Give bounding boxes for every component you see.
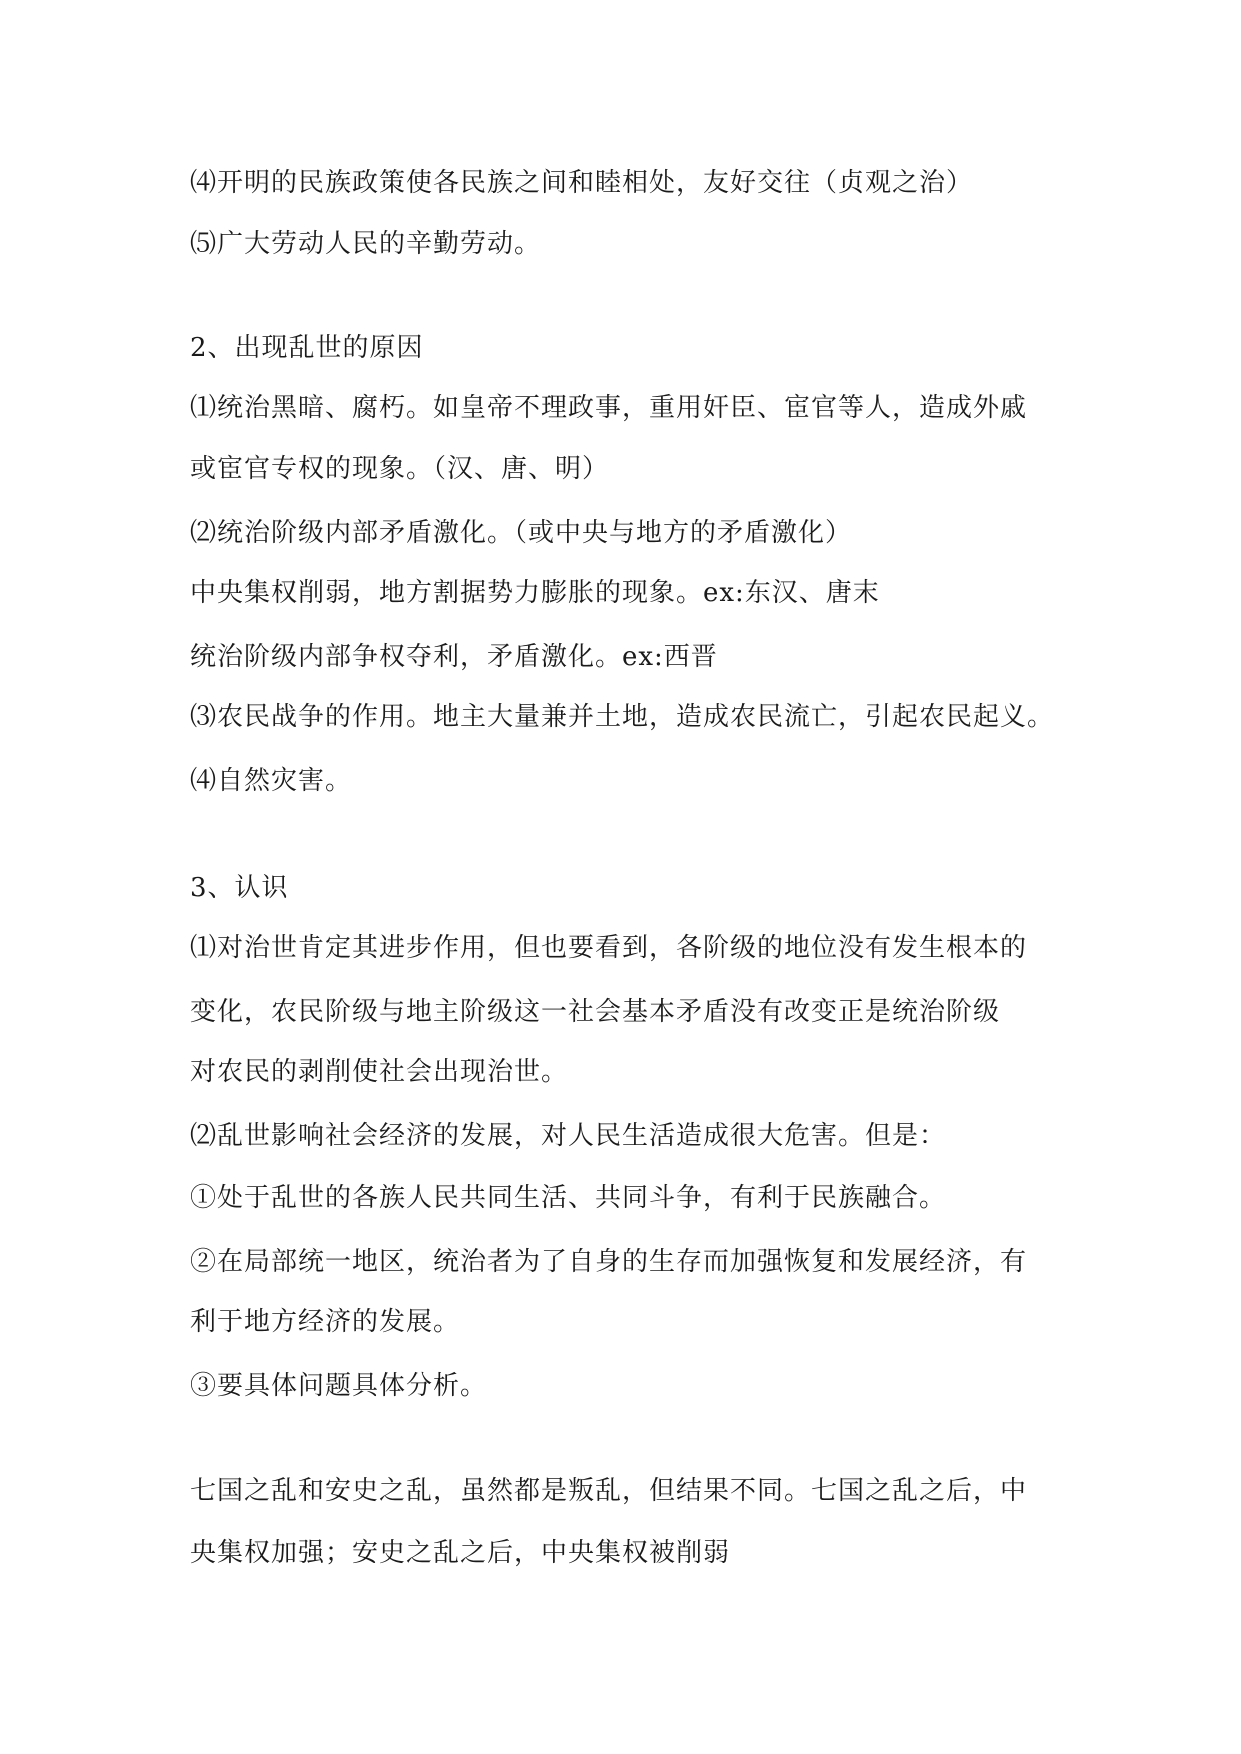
section-heading: 3、认识 (190, 873, 289, 903)
paragraph-line: ⑵乱世影响社会经济的发展，对人民生活造成很大危害。但是： (190, 1121, 947, 1151)
section-heading: 2、出现乱世的原因 (190, 333, 424, 363)
paragraph-line: 统治阶级内部争权夺利，矛盾激化。ex:西晋 (190, 642, 718, 672)
paragraph-line: 七国之乱和安史之乱，虽然都是叛乱，但结果不同。七国之乱之后，中 (190, 1476, 1028, 1506)
paragraph-line: ⑶农民战争的作用。地主大量兼并土地，造成农民流亡，引起农民起义。 (190, 702, 1055, 732)
paragraph-line: ⑴对治世肯定其进步作用，但也要看到，各阶级的地位没有发生根本的 (190, 933, 1028, 963)
paragraph-line: 或宦官专权的现象。（汉、唐、明） (190, 454, 610, 484)
paragraph-line: ①处于乱世的各族人民共同生活、共同斗争，有利于民族融合。 (190, 1183, 947, 1213)
paragraph-line: ⑷自然灾害。 (190, 766, 353, 796)
paragraph-line: ②在局部统一地区，统治者为了自身的生存而加强恢复和发展经济，有 (190, 1247, 1028, 1277)
paragraph-line: ③要具体问题具体分析。 (190, 1371, 488, 1401)
paragraph-line: ⑷开明的民族政策使各民族之间和睦相处，友好交往（贞观之治） (190, 168, 974, 198)
paragraph-line: 央集权加强；安史之乱之后，中央集权被削弱 (190, 1538, 731, 1568)
paragraph-line: ⑵统治阶级内部矛盾激化。（或中央与地方的矛盾激化） (190, 518, 853, 548)
paragraph-line: 变化，农民阶级与地主阶级这一社会基本矛盾没有改变正是统治阶级 (190, 997, 1001, 1027)
paragraph-line: 利于地方经济的发展。 (190, 1307, 461, 1337)
paragraph-line: ⑸广大劳动人民的辛勤劳动。 (190, 229, 542, 259)
paragraph-line: 对农民的剥削使社会出现治世。 (190, 1057, 569, 1087)
paragraph-line: ⑴统治黑暗、腐朽。如皇帝不理政事，重用奸臣、宦官等人，造成外戚 (190, 393, 1028, 423)
paragraph-line: 中央集权削弱，地方割据势力膨胀的现象。ex:东汉、唐末 (190, 578, 880, 608)
